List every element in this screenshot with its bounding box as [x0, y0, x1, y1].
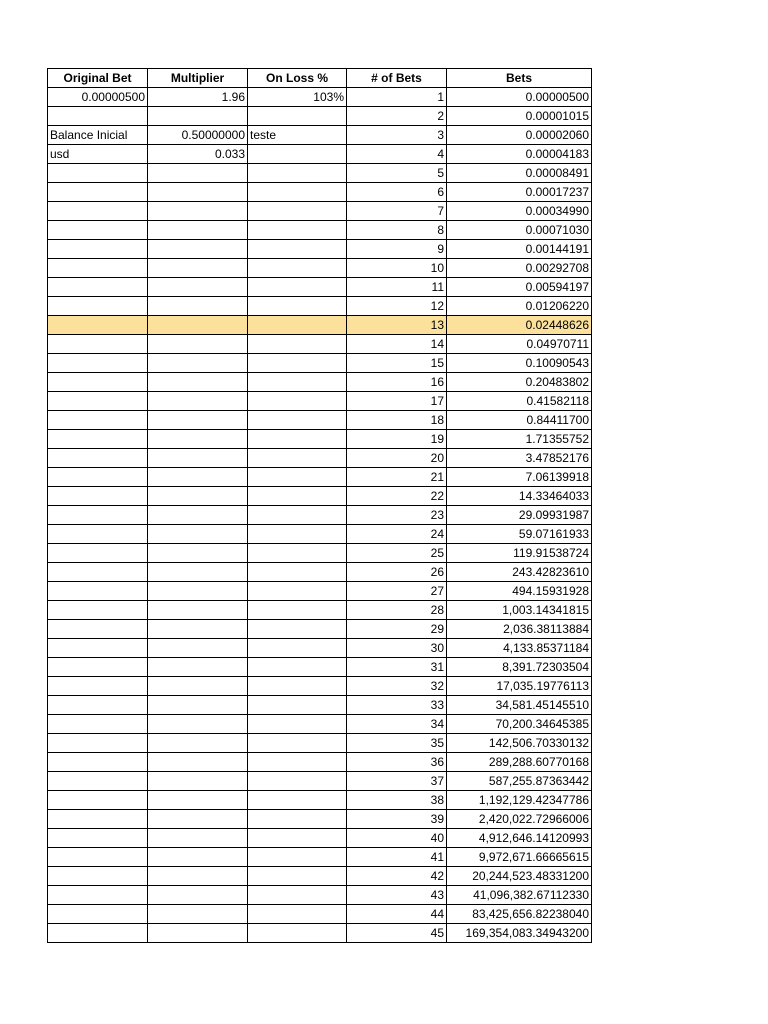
empty-cell[interactable]	[248, 164, 347, 183]
empty-cell[interactable]	[48, 677, 148, 696]
empty-cell[interactable]	[248, 734, 347, 753]
bet-amount-cell[interactable]: 1,003.14341815	[447, 601, 592, 620]
table-row	[48, 107, 592, 126]
empty-cell[interactable]	[248, 829, 347, 848]
bet-amount-cell[interactable]: 4,912,646.14120993	[447, 829, 592, 848]
table-row	[48, 430, 592, 449]
bet-number-cell[interactable]: 26	[347, 563, 447, 582]
table-row	[48, 601, 592, 620]
empty-cell[interactable]	[48, 392, 148, 411]
table-row	[48, 259, 592, 278]
bet-number-cell[interactable]: 30	[347, 639, 447, 658]
empty-cell[interactable]	[48, 696, 148, 715]
bet-number-cell[interactable]: 36	[347, 753, 447, 772]
empty-cell[interactable]	[248, 810, 347, 829]
empty-cell[interactable]	[148, 506, 248, 525]
empty-cell[interactable]	[48, 601, 148, 620]
bet-number-cell[interactable]: 34	[347, 715, 447, 734]
bet-number-cell[interactable]: 16	[347, 373, 447, 392]
bet-amount-cell[interactable]: 0.00034990	[447, 202, 592, 221]
bet-number-cell[interactable]: 11	[347, 278, 447, 297]
empty-cell[interactable]	[148, 753, 248, 772]
bet-number-cell[interactable]: 39	[347, 810, 447, 829]
on-loss-value[interactable]: 103%	[248, 88, 347, 107]
empty-cell[interactable]	[48, 506, 148, 525]
empty-cell[interactable]	[148, 373, 248, 392]
empty-cell[interactable]	[148, 734, 248, 753]
empty-cell[interactable]	[48, 183, 148, 202]
table-row	[48, 848, 592, 867]
bet-amount-cell[interactable]: 9,972,671.66665615	[447, 848, 592, 867]
empty-cell[interactable]	[248, 582, 347, 601]
empty-cell[interactable]	[148, 848, 248, 867]
bet-amount-cell[interactable]: 2,036.38113884	[447, 620, 592, 639]
bet-number-cell[interactable]: 41	[347, 848, 447, 867]
empty-cell[interactable]	[248, 544, 347, 563]
table-row	[48, 506, 592, 525]
table-row	[48, 411, 592, 430]
bet-number-cell[interactable]: 29	[347, 620, 447, 639]
bet-number-cell[interactable]: 8	[347, 221, 447, 240]
table-row	[48, 677, 592, 696]
table-row	[48, 734, 592, 753]
usd-value[interactable]: 0.033	[148, 145, 248, 164]
table-row	[48, 468, 592, 487]
balance-note[interactable]: teste	[248, 126, 347, 145]
balance-value[interactable]: 0.50000000	[148, 126, 248, 145]
empty-cell[interactable]	[248, 696, 347, 715]
empty-cell[interactable]	[248, 468, 347, 487]
table-row	[48, 373, 592, 392]
empty-cell[interactable]	[248, 392, 347, 411]
header-on-loss[interactable]: On Loss %	[248, 69, 347, 88]
empty-cell[interactable]	[48, 487, 148, 506]
bet-number-cell[interactable]: 17	[347, 392, 447, 411]
bet-amount-cell[interactable]: 0.02448626	[447, 316, 592, 335]
empty-cell[interactable]	[48, 202, 148, 221]
empty-cell[interactable]	[148, 924, 248, 943]
empty-cell[interactable]	[148, 639, 248, 658]
empty-cell[interactable]	[48, 753, 148, 772]
bet-amount-cell[interactable]: 142,506.70330132	[447, 734, 592, 753]
empty-cell[interactable]	[148, 563, 248, 582]
empty-cell[interactable]	[48, 734, 148, 753]
bet-amount-cell[interactable]: 494.15931928	[447, 582, 592, 601]
empty-cell[interactable]	[248, 354, 347, 373]
bet-amount-cell[interactable]: 0.04970711	[447, 335, 592, 354]
table-row	[48, 810, 592, 829]
table-row	[48, 582, 592, 601]
empty-cell[interactable]	[148, 696, 248, 715]
table-row	[48, 392, 592, 411]
empty-cell[interactable]	[248, 620, 347, 639]
table-row	[48, 867, 592, 886]
empty-cell[interactable]	[248, 525, 347, 544]
empty-cell[interactable]	[148, 354, 248, 373]
empty-cell[interactable]	[48, 924, 148, 943]
empty-cell[interactable]	[48, 468, 148, 487]
empty-cell[interactable]	[48, 164, 148, 183]
empty-cell[interactable]	[148, 487, 248, 506]
empty-cell[interactable]	[48, 791, 148, 810]
empty-cell[interactable]	[248, 772, 347, 791]
bet-number-cell[interactable]: 15	[347, 354, 447, 373]
empty-cell[interactable]	[148, 221, 248, 240]
empty-cell[interactable]	[48, 297, 148, 316]
table-row	[48, 354, 592, 373]
bet-amount-cell[interactable]: 587,255.87363442	[447, 772, 592, 791]
empty-cell[interactable]	[48, 107, 148, 126]
empty-cell[interactable]	[248, 905, 347, 924]
bet-amount-cell[interactable]: 29.09931987	[447, 506, 592, 525]
empty-cell[interactable]	[48, 411, 148, 430]
empty-cell[interactable]	[248, 202, 347, 221]
table-row	[48, 620, 592, 639]
bet-amount-cell[interactable]: 0.00008491	[447, 164, 592, 183]
bet-amount-cell[interactable]: 41,096,382.67112330	[447, 886, 592, 905]
empty-cell[interactable]	[148, 278, 248, 297]
empty-cell[interactable]	[148, 430, 248, 449]
empty-cell[interactable]	[148, 810, 248, 829]
table-row	[48, 924, 592, 943]
bet-number-cell[interactable]: 20	[347, 449, 447, 468]
bet-amount-cell[interactable]: 169,354,083.34943200	[447, 924, 592, 943]
bet-number-cell[interactable]: 22	[347, 487, 447, 506]
bet-amount-cell[interactable]: 243.42823610	[447, 563, 592, 582]
bet-number-cell[interactable]: 13	[347, 316, 447, 335]
bet-number-cell[interactable]: 12	[347, 297, 447, 316]
empty-cell[interactable]	[148, 525, 248, 544]
bet-number-cell[interactable]: 45	[347, 924, 447, 943]
bet-number-cell[interactable]: 31	[347, 658, 447, 677]
table-row	[48, 278, 592, 297]
table-row	[48, 886, 592, 905]
bet-amount-cell[interactable]: 0.41582118	[447, 392, 592, 411]
bet-amount-cell[interactable]: 0.20483802	[447, 373, 592, 392]
original-bet-value[interactable]: 0.00000500	[48, 88, 148, 107]
empty-cell[interactable]	[48, 905, 148, 924]
empty-cell[interactable]	[148, 658, 248, 677]
empty-cell[interactable]	[48, 886, 148, 905]
empty-cell[interactable]	[148, 677, 248, 696]
empty-cell[interactable]	[248, 411, 347, 430]
empty-cell[interactable]	[148, 468, 248, 487]
empty-cell[interactable]	[148, 582, 248, 601]
empty-cell[interactable]	[148, 392, 248, 411]
empty-cell[interactable]	[248, 791, 347, 810]
bet-amount-cell[interactable]: 0.00594197	[447, 278, 592, 297]
empty-cell[interactable]	[148, 829, 248, 848]
bet-number-cell[interactable]: 27	[347, 582, 447, 601]
table-row	[48, 202, 592, 221]
bet-amount-cell[interactable]: 4,133.85371184	[447, 639, 592, 658]
empty-cell[interactable]	[248, 506, 347, 525]
bet-number-cell[interactable]: 21	[347, 468, 447, 487]
header-bets[interactable]: Bets	[447, 69, 592, 88]
bet-number-cell[interactable]: 24	[347, 525, 447, 544]
empty-cell[interactable]	[148, 449, 248, 468]
empty-cell[interactable]	[148, 411, 248, 430]
empty-cell[interactable]	[148, 867, 248, 886]
bet-amount-cell[interactable]: 17,035.19776113	[447, 677, 592, 696]
table-row	[48, 145, 592, 164]
empty-cell[interactable]	[248, 715, 347, 734]
empty-cell[interactable]	[148, 316, 248, 335]
empty-cell[interactable]	[148, 544, 248, 563]
empty-cell[interactable]	[248, 487, 347, 506]
empty-cell[interactable]	[48, 544, 148, 563]
bet-amount-cell[interactable]: 289,288.60770168	[447, 753, 592, 772]
empty-cell[interactable]	[48, 715, 148, 734]
empty-cell[interactable]	[48, 278, 148, 297]
empty-cell[interactable]	[48, 373, 148, 392]
bet-number-cell[interactable]: 4	[347, 145, 447, 164]
empty-cell[interactable]	[48, 240, 148, 259]
empty-cell[interactable]	[248, 753, 347, 772]
usd-label[interactable]: usd	[48, 145, 148, 164]
empty-cell[interactable]	[48, 658, 148, 677]
table-row	[48, 829, 592, 848]
empty-cell[interactable]	[248, 677, 347, 696]
table-row	[48, 753, 592, 772]
table-row	[48, 316, 592, 335]
bet-number-cell[interactable]: 38	[347, 791, 447, 810]
table-row	[48, 183, 592, 202]
bet-amount-cell[interactable]: 0.00002060	[447, 126, 592, 145]
empty-cell[interactable]	[248, 278, 347, 297]
empty-cell[interactable]	[48, 430, 148, 449]
bet-number-cell[interactable]: 19	[347, 430, 447, 449]
empty-cell[interactable]	[148, 715, 248, 734]
empty-cell[interactable]	[248, 107, 347, 126]
table-row	[48, 525, 592, 544]
empty-cell[interactable]	[248, 316, 347, 335]
table-row	[48, 639, 592, 658]
bet-amount-cell[interactable]: 0.00144191	[447, 240, 592, 259]
bet-number-cell[interactable]: 25	[347, 544, 447, 563]
empty-cell[interactable]	[48, 316, 148, 335]
empty-cell[interactable]	[48, 810, 148, 829]
bet-number-cell[interactable]: 14	[347, 335, 447, 354]
bet-amount-cell[interactable]: 7.06139918	[447, 468, 592, 487]
bet-number-cell[interactable]: 35	[347, 734, 447, 753]
empty-cell[interactable]	[248, 183, 347, 202]
empty-cell[interactable]	[148, 297, 248, 316]
empty-cell[interactable]	[148, 772, 248, 791]
bet-number-cell[interactable]: 37	[347, 772, 447, 791]
empty-cell[interactable]	[248, 886, 347, 905]
empty-cell[interactable]	[248, 658, 347, 677]
bet-amount-cell[interactable]: 14.33464033	[447, 487, 592, 506]
bet-number-cell[interactable]: 10	[347, 259, 447, 278]
empty-cell[interactable]	[148, 905, 248, 924]
empty-cell[interactable]	[48, 582, 148, 601]
empty-cell[interactable]	[148, 164, 248, 183]
empty-cell[interactable]	[48, 620, 148, 639]
table-row	[48, 297, 592, 316]
empty-cell[interactable]	[148, 886, 248, 905]
empty-cell[interactable]	[248, 221, 347, 240]
table-row	[48, 658, 592, 677]
empty-cell[interactable]	[48, 259, 148, 278]
bet-number-cell[interactable]: 43	[347, 886, 447, 905]
bet-amount-cell[interactable]: 70,200.34645385	[447, 715, 592, 734]
bet-amount-cell[interactable]: 0.00001015	[447, 107, 592, 126]
bet-table	[47, 68, 592, 943]
empty-cell[interactable]	[48, 772, 148, 791]
table-row	[48, 544, 592, 563]
bet-number-cell[interactable]: 6	[347, 183, 447, 202]
table-row	[48, 772, 592, 791]
empty-cell[interactable]	[248, 259, 347, 278]
empty-cell[interactable]	[48, 563, 148, 582]
header-multiplier[interactable]: Multiplier	[148, 69, 248, 88]
empty-cell[interactable]	[248, 430, 347, 449]
empty-cell[interactable]	[148, 791, 248, 810]
bet-number-cell[interactable]: 18	[347, 411, 447, 430]
empty-cell[interactable]	[48, 354, 148, 373]
table-row	[48, 240, 592, 259]
multiplier-value[interactable]: 1.96	[148, 88, 248, 107]
empty-cell[interactable]	[148, 240, 248, 259]
empty-cell[interactable]	[48, 848, 148, 867]
empty-cell[interactable]	[248, 335, 347, 354]
bet-amount-cell[interactable]: 34,581.45145510	[447, 696, 592, 715]
empty-cell[interactable]	[148, 335, 248, 354]
bet-number-cell[interactable]: 33	[347, 696, 447, 715]
empty-cell[interactable]	[148, 601, 248, 620]
bet-amount-cell[interactable]: 59.07161933	[447, 525, 592, 544]
empty-cell[interactable]	[248, 297, 347, 316]
bet-number-cell[interactable]: 28	[347, 601, 447, 620]
bet-number-cell[interactable]: 2	[347, 107, 447, 126]
bet-number-cell[interactable]: 42	[347, 867, 447, 886]
table-row	[48, 715, 592, 734]
bet-number-cell[interactable]: 3	[347, 126, 447, 145]
empty-cell[interactable]	[248, 867, 347, 886]
empty-cell[interactable]	[148, 202, 248, 221]
bet-amount-cell[interactable]: 0.10090543	[447, 354, 592, 373]
empty-cell[interactable]	[48, 639, 148, 658]
empty-cell[interactable]	[248, 639, 347, 658]
bet-amount-cell[interactable]: 119.91538724	[447, 544, 592, 563]
table-row	[48, 88, 592, 107]
empty-cell[interactable]	[48, 829, 148, 848]
empty-cell[interactable]	[248, 449, 347, 468]
empty-cell[interactable]	[248, 924, 347, 943]
empty-cell[interactable]	[48, 525, 148, 544]
table-row	[48, 791, 592, 810]
header-original-bet[interactable]: Original Bet	[48, 69, 148, 88]
bet-amount-cell[interactable]: 8,391.72303504	[447, 658, 592, 677]
bet-amount-cell[interactable]: 2,420,022.72966006	[447, 810, 592, 829]
bet-amount-cell[interactable]: 0.00017237	[447, 183, 592, 202]
table-row	[48, 696, 592, 715]
bet-number-cell[interactable]: 23	[347, 506, 447, 525]
bet-amount-cell[interactable]: 0.01206220	[447, 297, 592, 316]
bet-number-cell[interactable]: 40	[347, 829, 447, 848]
empty-cell[interactable]	[148, 183, 248, 202]
empty-cell[interactable]	[248, 373, 347, 392]
empty-cell[interactable]	[148, 107, 248, 126]
bet-amount-cell[interactable]: 1.71355752	[447, 430, 592, 449]
empty-cell[interactable]	[148, 259, 248, 278]
table-row	[48, 487, 592, 506]
bet-number-cell[interactable]: 7	[347, 202, 447, 221]
empty-cell[interactable]	[248, 601, 347, 620]
table-row	[48, 335, 592, 354]
empty-cell[interactable]	[248, 145, 347, 164]
bet-number-cell[interactable]: 5	[347, 164, 447, 183]
empty-cell[interactable]	[48, 221, 148, 240]
bet-number-cell[interactable]: 32	[347, 677, 447, 696]
table-row	[48, 221, 592, 240]
bet-amount-cell[interactable]: 0.00004183	[447, 145, 592, 164]
header-num-bets[interactable]: # of Bets	[347, 69, 447, 88]
bet-amount-cell[interactable]: 1,192,129.42347786	[447, 791, 592, 810]
empty-cell[interactable]	[148, 620, 248, 639]
empty-cell[interactable]	[48, 867, 148, 886]
empty-cell[interactable]	[248, 240, 347, 259]
header-row	[48, 69, 592, 88]
bet-number-cell[interactable]: 9	[347, 240, 447, 259]
table-row	[48, 449, 592, 468]
table-row	[48, 905, 592, 924]
table-row	[48, 126, 592, 145]
empty-cell[interactable]	[48, 449, 148, 468]
bet-amount-cell[interactable]: 3.47852176	[447, 449, 592, 468]
balance-label[interactable]: Balance Inicial	[48, 126, 148, 145]
bet-amount-cell[interactable]: 0.84411700	[447, 411, 592, 430]
bet-amount-cell[interactable]: 0.00071030	[447, 221, 592, 240]
empty-cell[interactable]	[248, 848, 347, 867]
bet-amount-cell[interactable]: 83,425,656.82238040	[447, 905, 592, 924]
bet-amount-cell[interactable]: 0.00292708	[447, 259, 592, 278]
table-row	[48, 563, 592, 582]
empty-cell[interactable]	[48, 335, 148, 354]
bet-number-cell[interactable]: 1	[347, 88, 447, 107]
bet-amount-cell[interactable]: 20,244,523.48331200	[447, 867, 592, 886]
empty-cell[interactable]	[248, 563, 347, 582]
bet-amount-cell[interactable]: 0.00000500	[447, 88, 592, 107]
bet-number-cell[interactable]: 44	[347, 905, 447, 924]
table-row	[48, 164, 592, 183]
